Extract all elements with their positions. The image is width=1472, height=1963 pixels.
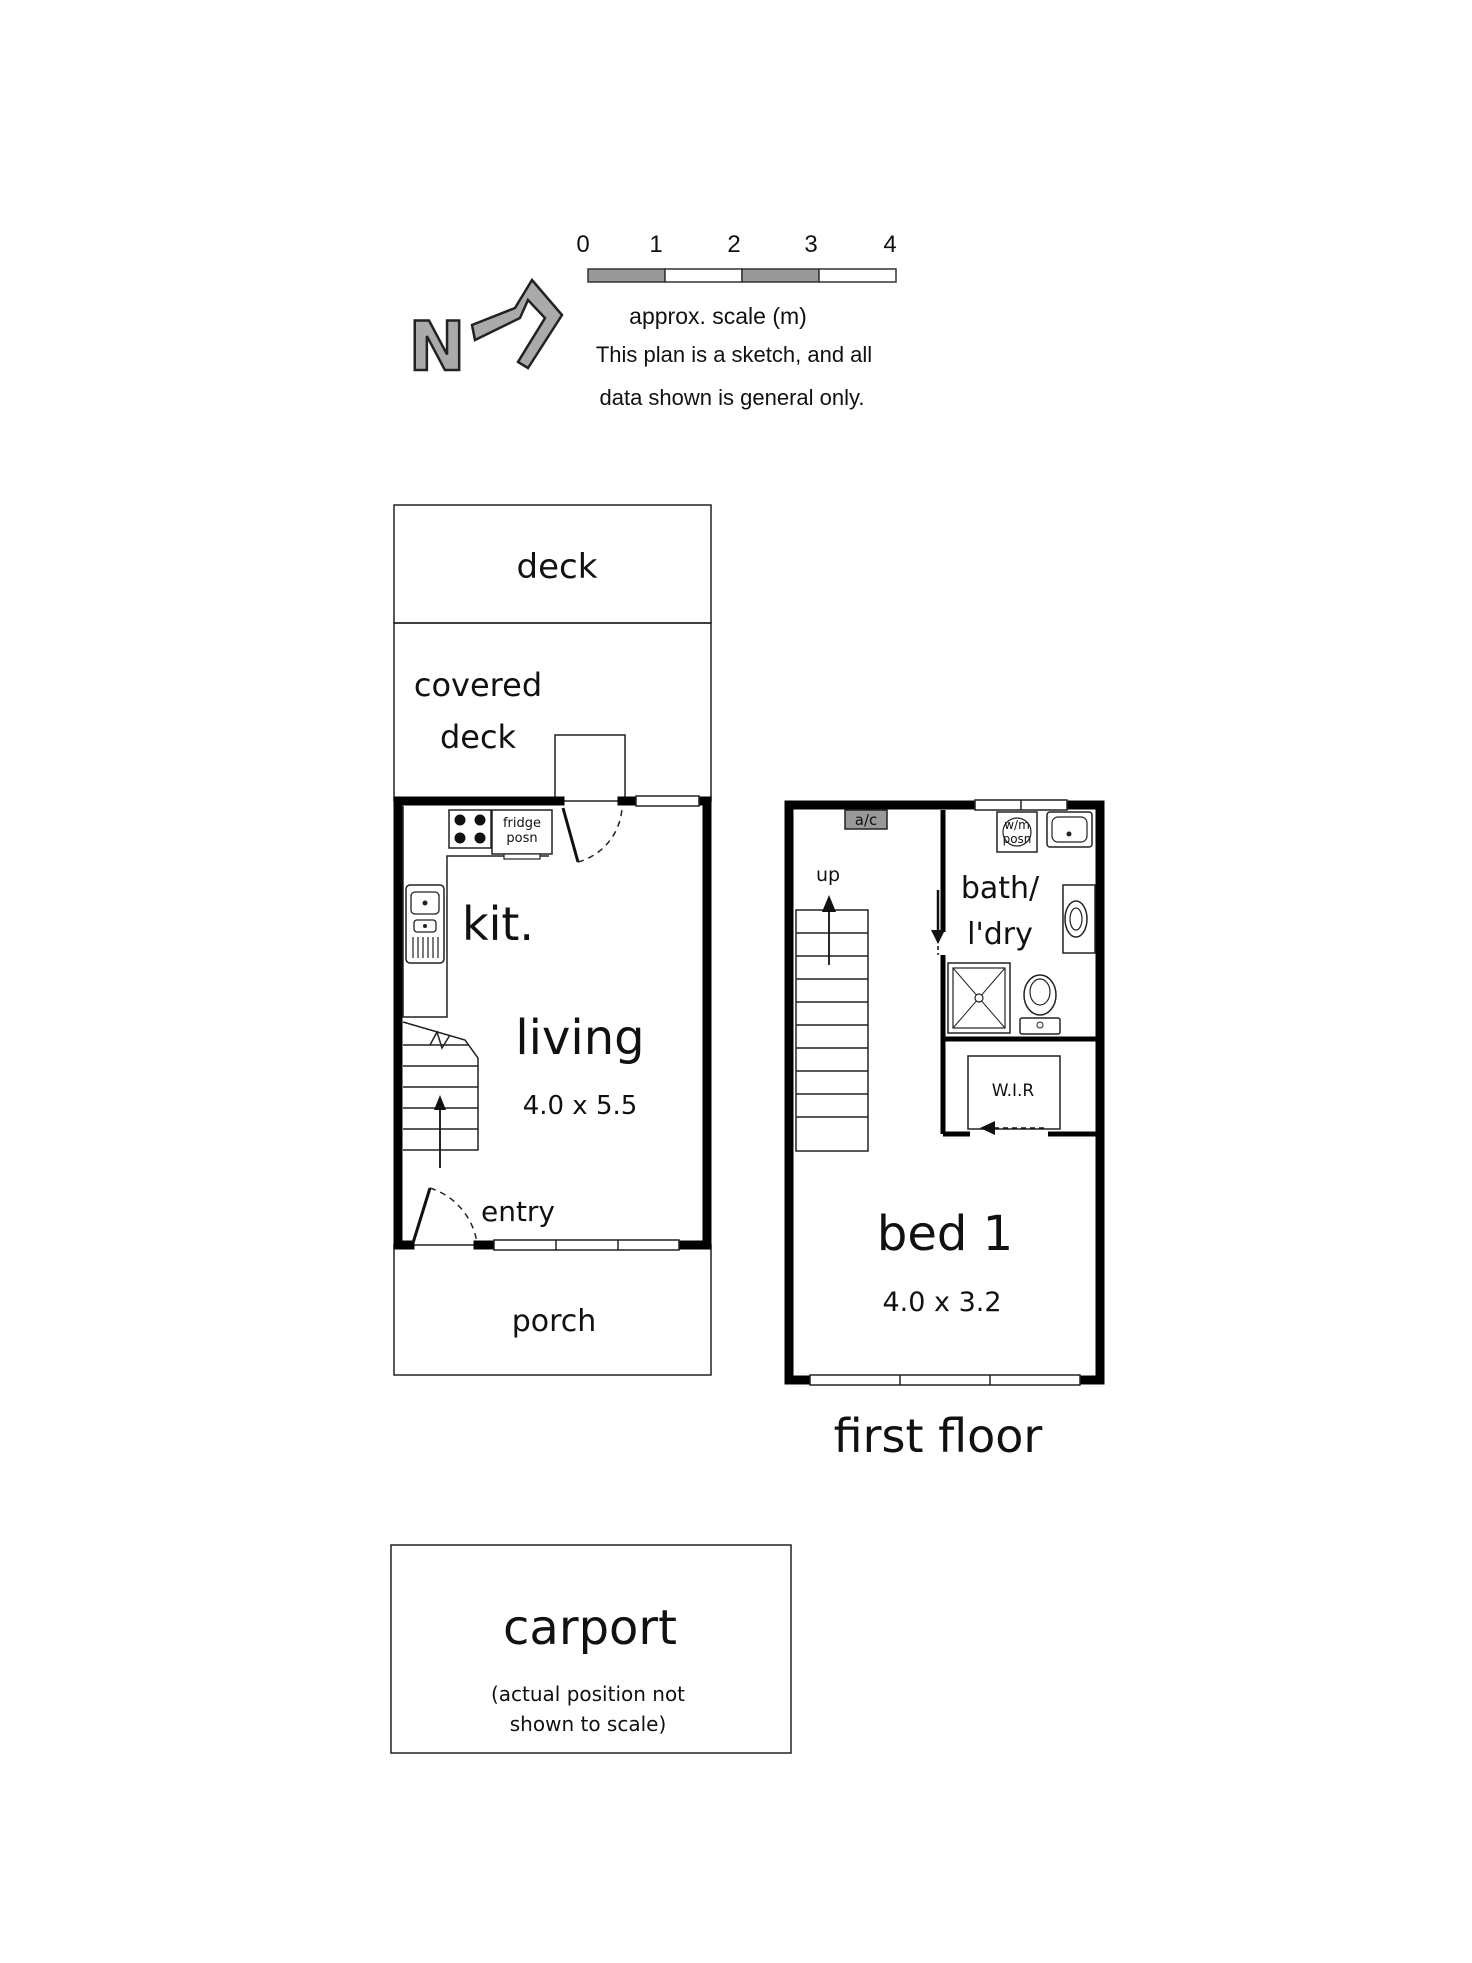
carport-label: carport — [503, 1600, 677, 1656]
wir-label: W.I.R — [991, 1081, 1035, 1101]
carport-note: shown to scale) — [509, 1712, 667, 1736]
scale-label: approx. scale (m) — [629, 303, 807, 329]
disclaimer-line: data shown is general only. — [599, 385, 865, 410]
shower-icon — [948, 963, 1010, 1033]
basin-icon — [1063, 885, 1095, 953]
fridge-label: fridge — [502, 816, 542, 831]
scale-tick-label: 3 — [804, 231, 818, 258]
window — [494, 1240, 679, 1250]
north-chevron — [472, 280, 562, 368]
scale-segment — [819, 269, 896, 282]
floor-label: first floor — [833, 1409, 1043, 1463]
wm-label: posn — [1002, 832, 1032, 846]
door-landing — [555, 735, 625, 801]
sink-icon — [406, 885, 444, 963]
first-floor — [789, 800, 1100, 1463]
covered-deck-outline — [394, 623, 711, 801]
stair-icon — [796, 895, 868, 1151]
toilet-icon — [1020, 975, 1060, 1034]
scale-tick-label: 4 — [883, 231, 897, 258]
deck-label: deck — [516, 547, 598, 587]
scale-segment — [665, 269, 742, 282]
disclaimer-line: This plan is a sketch, and all — [595, 342, 873, 367]
bath-label: bath/ — [960, 871, 1040, 906]
ground-floor — [394, 505, 711, 1375]
entry-label: entry — [480, 1195, 556, 1228]
north-arrow-icon — [409, 280, 562, 387]
scale-bar — [576, 231, 896, 410]
laundry-trough-icon — [1047, 812, 1092, 847]
covered-deck-label: deck — [439, 718, 517, 756]
kitchen-label: kit. — [461, 897, 535, 951]
cooktop-icon — [449, 810, 491, 848]
carport — [391, 1545, 791, 1753]
north-letter: N — [408, 308, 466, 387]
scale-tick-label: 2 — [727, 231, 741, 258]
window — [810, 1375, 1080, 1385]
wm-label: w/m — [1004, 818, 1030, 832]
window — [975, 800, 1067, 810]
scale-tick-label: 0 — [576, 231, 590, 258]
porch-label: porch — [511, 1304, 597, 1339]
carport-note: (actual position not — [490, 1682, 686, 1706]
bed-label: bed 1 — [876, 1206, 1014, 1262]
scale-tick-label: 1 — [649, 231, 663, 258]
sliding-door-arrow-icon — [980, 1121, 1048, 1135]
living-dimensions: 4.0 x 5.5 — [522, 1091, 638, 1121]
window — [636, 796, 699, 806]
door-swing-icon — [413, 1188, 477, 1243]
ac-label: a/c — [854, 811, 878, 829]
stair-icon — [403, 1022, 478, 1168]
fridge-label: posn — [506, 831, 538, 846]
stair-up-label: up — [815, 864, 841, 886]
bed-dimensions: 4.0 x 3.2 — [882, 1287, 1002, 1318]
covered-deck-label: covered — [413, 666, 543, 704]
scale-segment — [588, 269, 665, 282]
scale-segment — [742, 269, 819, 282]
living-label: living — [515, 1010, 645, 1066]
door-swing-icon — [563, 808, 622, 862]
bath-label: l'dry — [967, 917, 1033, 952]
